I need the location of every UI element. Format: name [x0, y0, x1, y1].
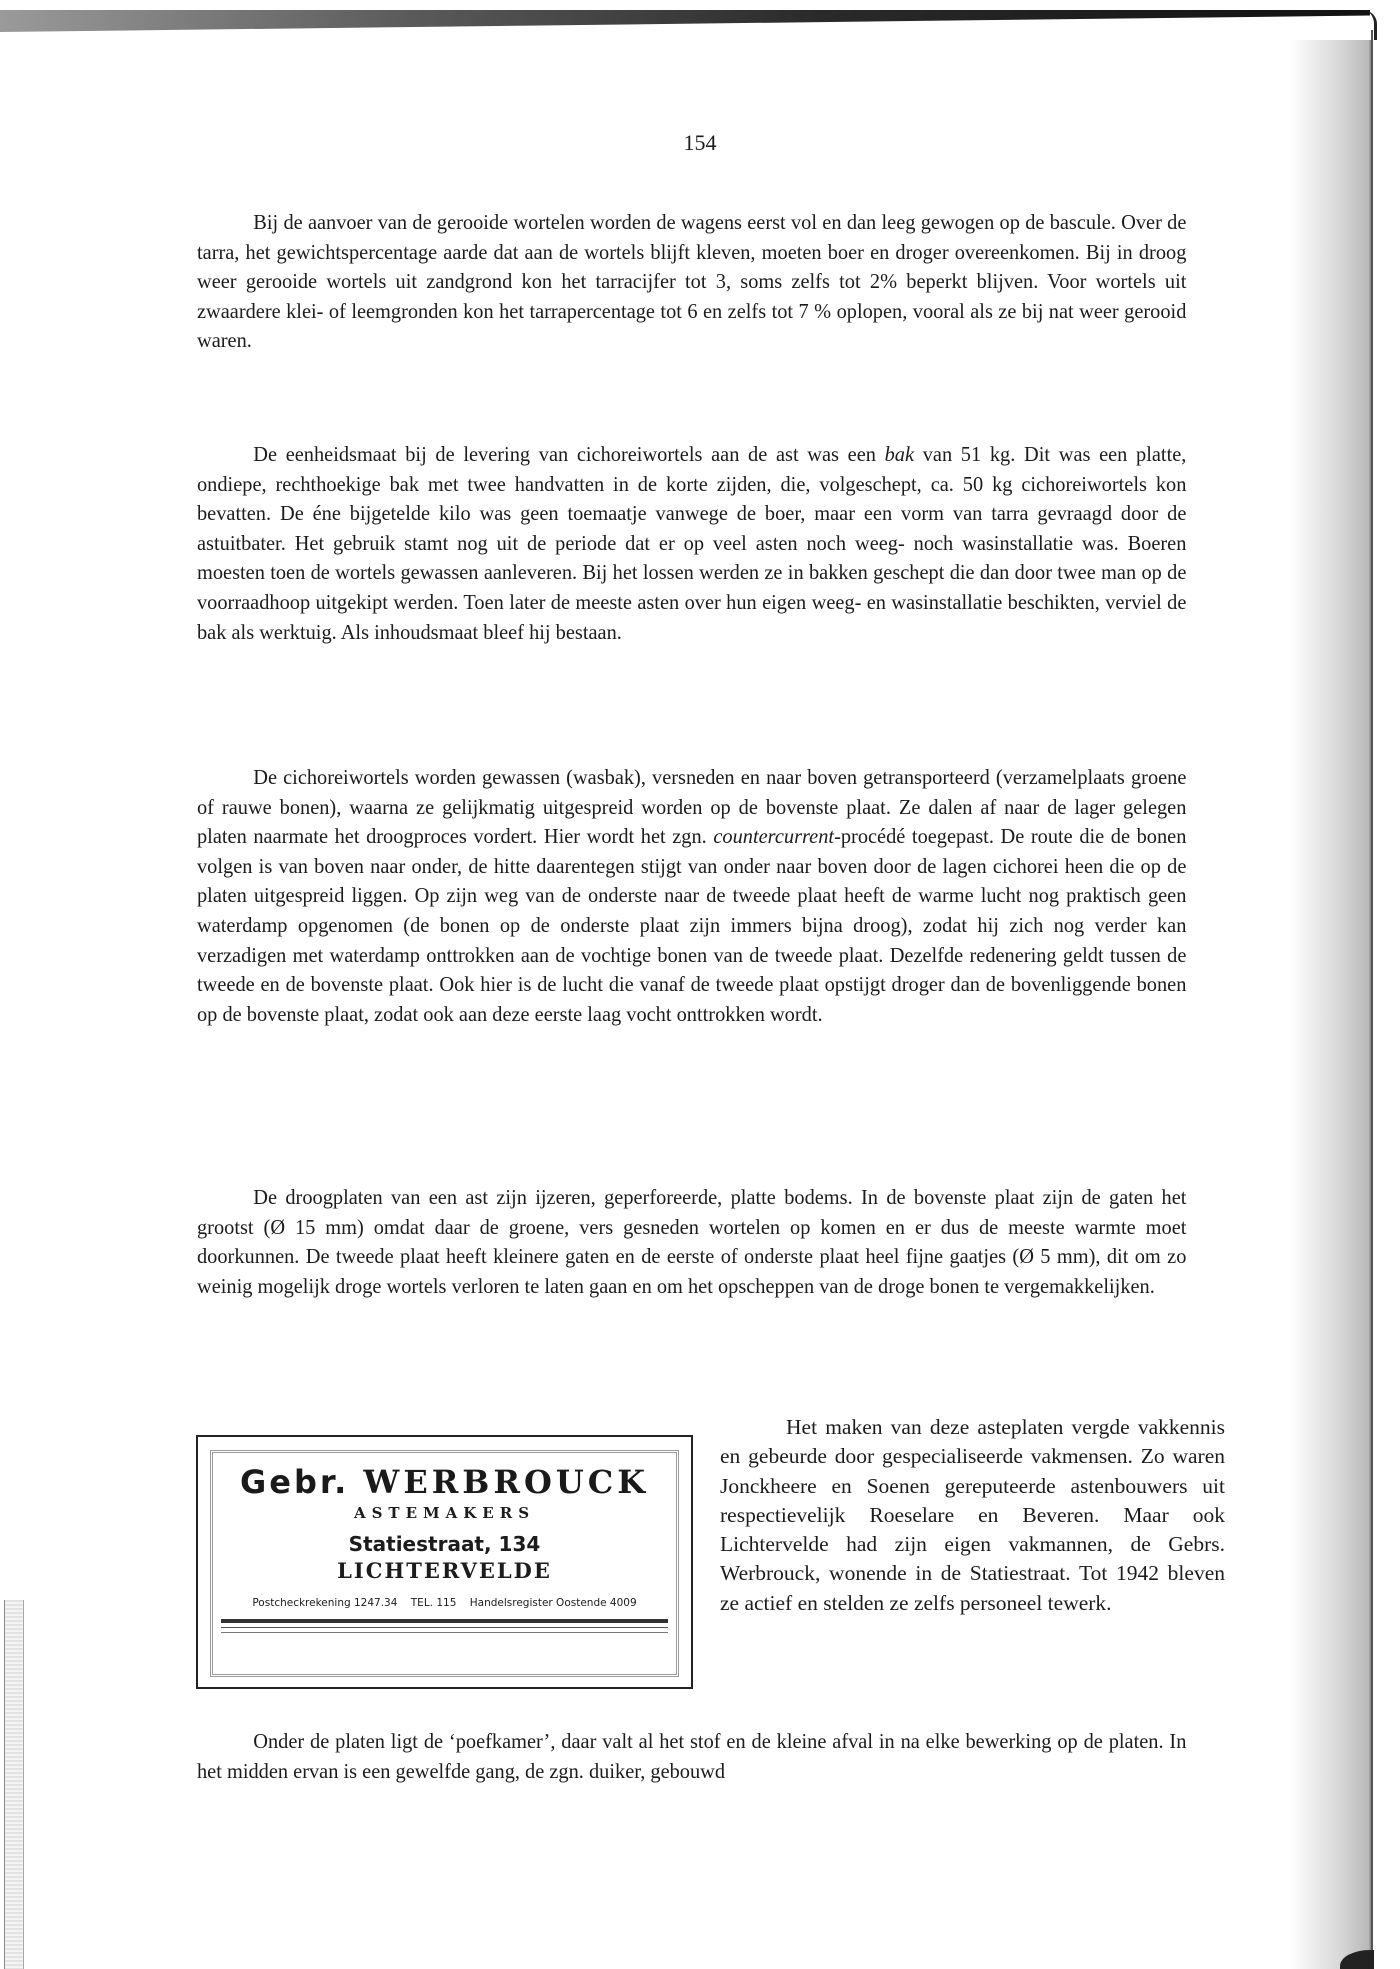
advertisement-inner-border [210, 1450, 679, 1677]
trade-register: Handelsregister Oostende 4009 [469, 1597, 637, 1609]
rule-thin [221, 1632, 668, 1633]
paragraph-droogproces [197, 763, 1186, 1029]
advertisement-trade: ASTEMAKERS [353, 1504, 536, 1522]
paragraph-text: De eenheidsmaat bij de levering van cichoreiwortels aan de ast was een [253, 442, 885, 466]
scan-left-binding-lines [4, 1600, 24, 1969]
advertisement-footer [213, 1597, 676, 1609]
paragraph-text: van 51 kg. Dit was een platte, ondiepe, rechthoekige bak met twee handvatten in de korte zijden, die, volgeschept, ca. 50 kg cichoreiwortels kon bevatten. De éne bijgetelde kilo was geen toemaatje vanwege de boer, maar een vorm van tarra gevraagd door de astuitbater. Het gebruik stamt nog uit de periode dat er op veel asten noch weeg- noch wasinstallatie was. Boeren moesten toen de wortels gewassen aanleveren. Bij het lossen werden ze in bakken geschept die dan door twee man op de voorraadhoop uitgekipt werden. Toen later de meeste asten over hun eigen weeg- en wasinstallatie beschikten, verviel de bak als werktuig. Als inhoudsmaat bleef hij bestaan. [197, 442, 1187, 644]
paragraph-text: De droogplaten van een ast zijn ijzeren, geperforeerde, platte bodems. In de bovenste plaat zijn de gaten het grootst (Ø 15 mm) omdat daar de groene, vers gesneden wortelen op komen en er dus de meeste warmte moet doorkunnen. De tweede plaat heeft kleinere gaten en de eerste of onderste plaat heel fijne gaatjes (Ø 5 mm), dit om zo weinig mogelijk droge wortels verloren te laten gaan en om het opscheppen van de droge bonen te vergemakkelijken. [197, 1185, 1187, 1298]
paragraph-text: -procédé toegepast. De route die de bonen volgen is van boven naar onder, de hitte daarentegen stijgt van onder naar boven door de lagen cichorei heen die op de platen uitgespreid liggen. Op zijn weg van de onderste naar de tweede plaat heeft de warme lucht nog praktisch geen waterdamp opgenomen (de bonen op de onderste plaat zijn immers bijna droog), zodat hij zich nog verder kan verzadigen met waterdamp onttrokken aan de vochtige bonen van de tweede plaat. Dezelfde redenering geldt tussen de tweede en de bovenste plaat. Ook hier is de lucht die vanaf de tweede plaat opstijgt droger dan de bovenliggende bonen op de bovenste plaat, zodat ook aan deze eerste laag vocht onttrokken wordt. [197, 824, 1187, 1026]
paragraph-tarra [197, 208, 1186, 356]
paragraph-eenheidsmaat [197, 440, 1186, 647]
rule-thin [221, 1627, 668, 1628]
scan-right-edge [1371, 30, 1373, 1969]
company-name: WERBROUCK [363, 1463, 649, 1501]
paragraph-text: De cichoreiwortels worden gewassen (wasbak), versneden en naar boven getransporteerd (verzamelplaats groene of rauwe bonen), waarna ze gelijkmatig uitgespreid worden op de bovenste plaat. Ze dalen af naar de lager gelegen platen naarmate het droogproces vordert. Hier wordt het zgn. [197, 765, 1187, 849]
scan-top-edge [0, 10, 1370, 32]
paragraph-text: Onder de platen ligt de ‘poefkamer’, daar valt al het stof en de kleine afval in na elke bewerking op de platen. In het midden ervan is een gewelfde gang, de zgn. duiker, gebouwd [197, 1729, 1187, 1783]
advertisement-city: LICHTERVELDE [337, 1558, 552, 1583]
advertisement-street: Statiestraat, 134 [348, 1532, 541, 1556]
advertisement-company [213, 1463, 676, 1501]
scan-page-curve-shadow [1290, 40, 1372, 1969]
advertisement-rules [221, 1619, 668, 1633]
company-prefix: Gebr. [239, 1463, 350, 1501]
paragraph-poefkamer [197, 1727, 1186, 1786]
paragraph-text: Het maken van deze asteplaten vergde vakkennis en gebeurde door gespecialiseerde vakmensen. Zo waren Jonckheere en Soenen gereputeerde astenbouwers uit respectievelijk Roeselare en Beveren. Maar ook Lichtervelde had zijn eigen vakmannen, de Gebrs. Werbrouck, wonende in de Statiestraat. Tot 1942 bleven ze actief en stelden ze zelfs personeel tewerk. [720, 1415, 1225, 1615]
emphasis-bak: bak [884, 442, 915, 466]
paragraph-droogplaten [197, 1183, 1186, 1301]
paragraph-text: Bij de aanvoer van de gerooide wortelen worden de wagens eerst vol en dan leeg gewogen op de bascule. Over de tarra, het gewichtspercentage aarde dat aan de wortels blijft kleven, moeten boer en droger overeenkomen. Bij in droog weer gerooide wortels uit zandgrond kon het tarracijfer tot 3, soms zelfs tot 2% beperkt blijven. Voor wortels uit zwaardere klei- of leemgronden kon het tarrapercentage tot 6 en zelfs tot 7 % oplopen, vooral als ze bij nat weer gerooid waren. [197, 210, 1187, 353]
page-number: 154 [683, 130, 717, 155]
phone-number: TEL. 115 [410, 1597, 457, 1609]
rule-thick [221, 1619, 668, 1623]
postcheck-account: Postcheckrekening 1247.34 [252, 1597, 398, 1609]
scan-page-corner [1352, 10, 1377, 40]
emphasis-countercurrent: countercurrent [713, 824, 835, 849]
paragraph-asteplaten [720, 1413, 1225, 1618]
werbrouck-advertisement [196, 1435, 693, 1689]
